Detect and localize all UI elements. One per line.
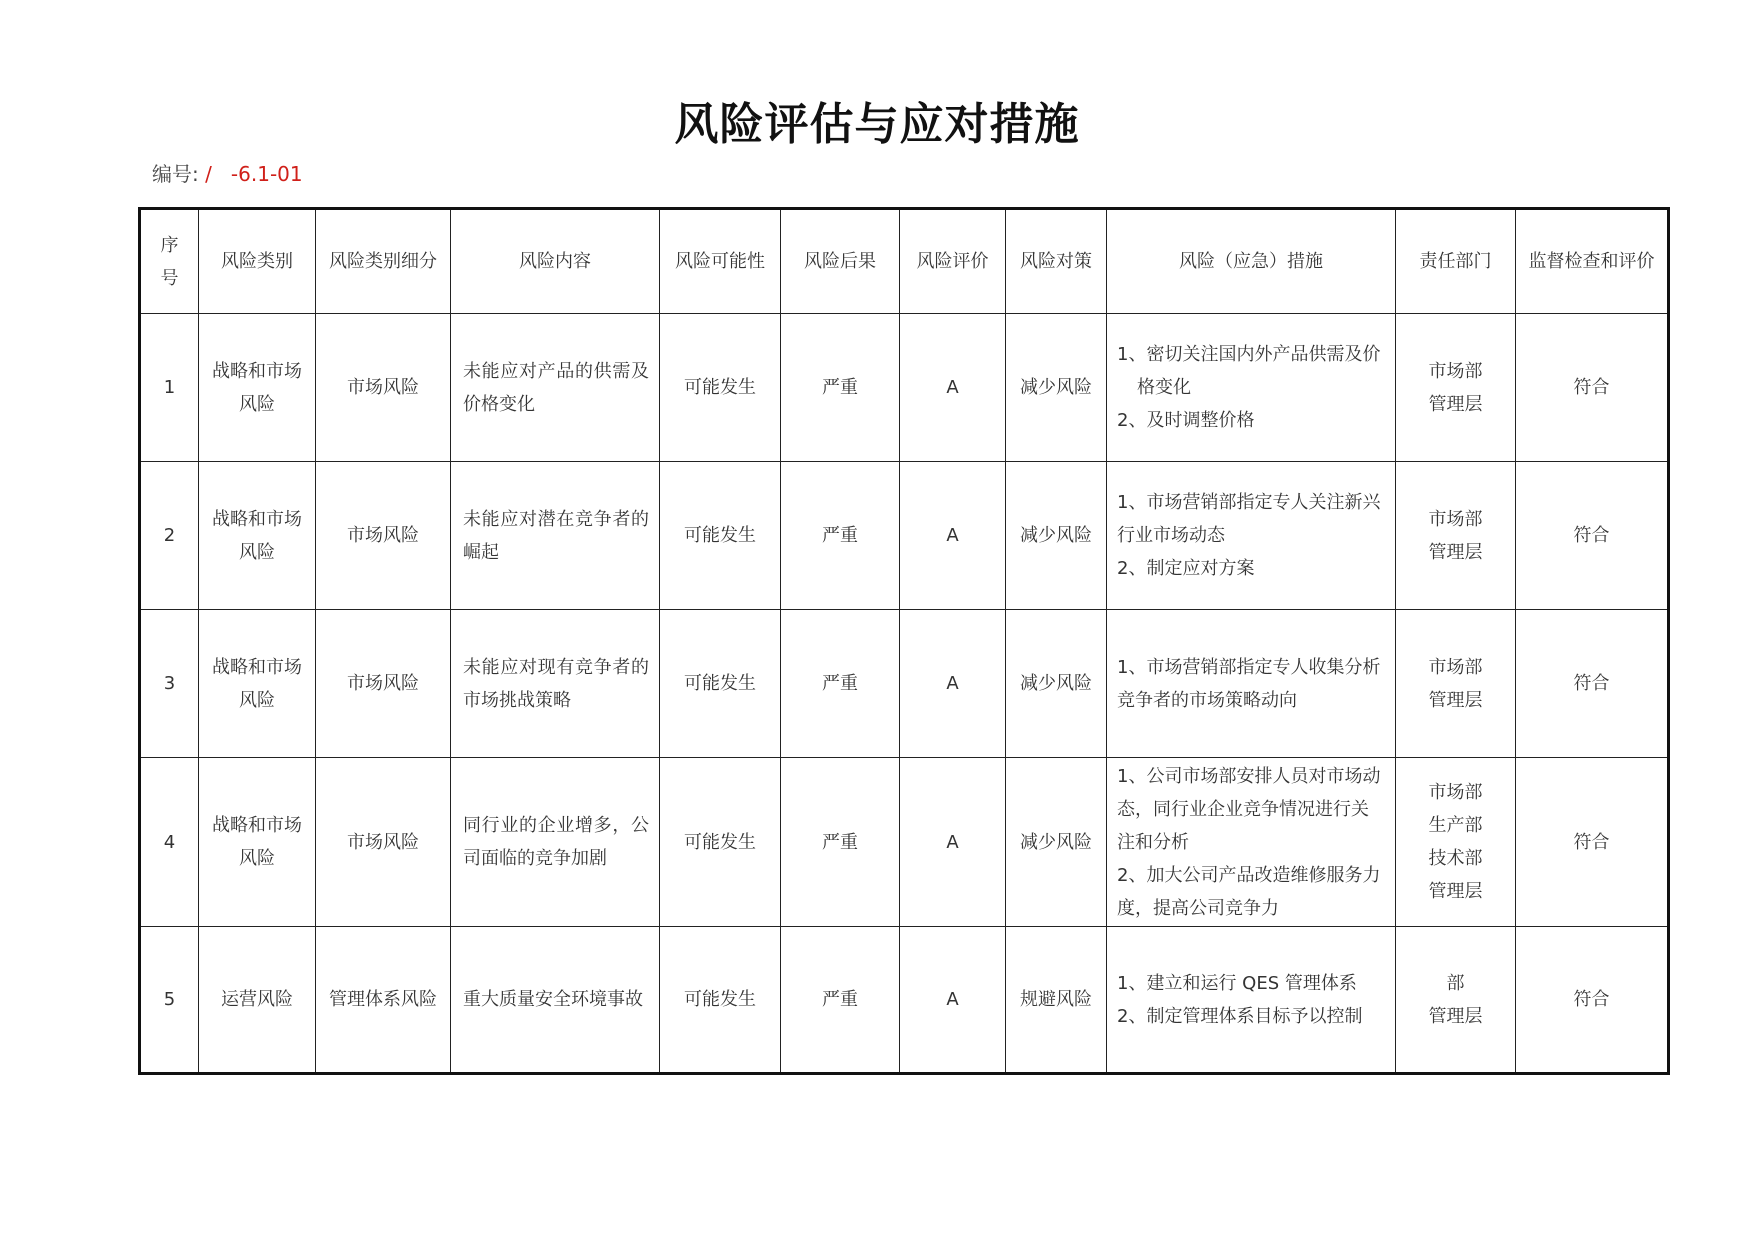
measure-line: 1、公司市场部安排人员对市场动: [1117, 765, 1381, 787]
cell-possibility: 可能发生: [660, 462, 781, 610]
department-line: 管理层: [1428, 1005, 1483, 1027]
cell-category: 战略和市场风险: [199, 610, 316, 758]
cell-measures: [1107, 610, 1396, 758]
header-seq: [140, 209, 199, 314]
measure-line: 1、市场营销部指定专人收集分析: [1117, 656, 1381, 678]
measure-line: 注和分析: [1117, 831, 1189, 853]
document-number-value: / -6.1-01: [205, 162, 303, 186]
cell-supervision: 符合: [1516, 758, 1669, 927]
cell-subcategory: 市场风险: [316, 314, 451, 462]
cell-seq: 1: [140, 314, 199, 462]
department-line: 管理层: [1428, 541, 1483, 563]
cell-content: 重大质量安全环境事故: [451, 927, 660, 1074]
cell-evaluation: A: [900, 927, 1006, 1074]
cell-consequence: 严重: [781, 462, 900, 610]
department-line: 市场部: [1428, 782, 1483, 803]
header-subcategory: 风险类别细分: [316, 209, 451, 314]
document-number: [152, 158, 303, 187]
table-header-row: [140, 209, 1669, 314]
measure-line: 1、市场营销部指定专人关注新兴: [1117, 492, 1381, 513]
cell-content: 未能应对现有竞争者的市场挑战策略: [451, 610, 660, 758]
cell-seq: 3: [140, 610, 199, 758]
cell-department: [1396, 314, 1516, 462]
cell-content: 未能应对产品的供需及价格变化: [451, 314, 660, 462]
cell-department: [1396, 462, 1516, 610]
cell-countermeasure: 减少风险: [1006, 314, 1107, 462]
table-row: [140, 927, 1669, 1074]
table-row: [140, 314, 1669, 462]
department-line: 市场部: [1428, 360, 1483, 382]
document-number-label: 编号:: [152, 162, 199, 186]
cell-possibility: 可能发生: [660, 758, 781, 927]
cell-subcategory: 市场风险: [316, 462, 451, 610]
cell-subcategory: 管理体系风险: [316, 927, 451, 1074]
department-line: 管理层: [1428, 689, 1483, 711]
cell-measures: [1107, 462, 1396, 610]
department-line: 市场部: [1428, 508, 1483, 530]
cell-consequence: 严重: [781, 758, 900, 927]
measure-line: 态，同行业企业竞争情况进行关: [1117, 798, 1369, 820]
department-line: 管理层: [1428, 881, 1483, 902]
cell-supervision: 符合: [1516, 927, 1669, 1074]
cell-supervision: 符合: [1516, 314, 1669, 462]
header-category: 风险类别: [199, 209, 316, 314]
cell-consequence: 严重: [781, 610, 900, 758]
cell-consequence: 严重: [781, 927, 900, 1074]
cell-seq: 2: [140, 462, 199, 610]
measure-line: 格变化: [1137, 377, 1191, 398]
department-line: 生产部: [1428, 815, 1483, 836]
measure-line: 2、制定管理体系目标予以控制: [1117, 1005, 1363, 1027]
measure-line: 2、加大公司产品改造维修服务力: [1117, 864, 1381, 886]
department-line: 部: [1446, 972, 1465, 994]
cell-department: [1396, 927, 1516, 1074]
cell-category: 战略和市场风险: [199, 462, 316, 610]
table-row: [140, 758, 1669, 927]
cell-countermeasure: 减少风险: [1006, 462, 1107, 610]
cell-seq: 4: [140, 758, 199, 927]
department-line: 技术部: [1428, 848, 1483, 869]
header-countermeasure: 风险对策: [1006, 209, 1107, 314]
table-row: [140, 462, 1669, 610]
measure-line: 1、密切关注国内外产品供需及价: [1117, 344, 1381, 365]
cell-measures: [1107, 314, 1396, 462]
cell-measures: [1107, 758, 1396, 927]
cell-countermeasure: 减少风险: [1006, 758, 1107, 927]
cell-content: 同行业的企业增多，公司面临的竞争加剧: [451, 758, 660, 927]
document-title: 风险评估与应对措施: [674, 99, 1080, 150]
cell-evaluation: A: [900, 610, 1006, 758]
header-seq-line1: 序: [160, 234, 179, 256]
cell-subcategory: 市场风险: [316, 758, 451, 927]
header-seq-line2: 号: [160, 267, 179, 289]
department-line: 市场部: [1428, 656, 1483, 678]
cell-content: 未能应对潜在竞争者的崛起: [451, 462, 660, 610]
cell-seq: 5: [140, 927, 199, 1074]
cell-supervision: 符合: [1516, 462, 1669, 610]
measure-line: 行业市场动态: [1117, 525, 1225, 546]
cell-department: [1396, 758, 1516, 927]
measure-line: 1、建立和运行 QES 管理体系: [1117, 972, 1357, 994]
cell-possibility: 可能发生: [660, 927, 781, 1074]
measure-line: 2、制定应对方案: [1117, 558, 1255, 579]
cell-supervision: 符合: [1516, 610, 1669, 758]
department-line: 管理层: [1428, 393, 1483, 415]
header-possibility: 风险可能性: [660, 209, 781, 314]
cell-countermeasure: 减少风险: [1006, 610, 1107, 758]
measure-line: 竞争者的市场策略动向: [1117, 689, 1297, 711]
header-measures: 风险（应急）措施: [1107, 209, 1396, 314]
cell-category: 战略和市场风险: [199, 758, 316, 927]
measure-line: 2、及时调整价格: [1117, 410, 1255, 431]
measure-line: 度，提高公司竞争力: [1117, 897, 1279, 919]
risk-assessment-table: [138, 207, 1670, 1075]
cell-category: 战略和市场风险: [199, 314, 316, 462]
cell-evaluation: A: [900, 758, 1006, 927]
cell-department: [1396, 610, 1516, 758]
cell-consequence: 严重: [781, 314, 900, 462]
header-department: 责任部门: [1396, 209, 1516, 314]
cell-category: 运营风险: [199, 927, 316, 1074]
header-evaluation: 风险评价: [900, 209, 1006, 314]
header-content: 风险内容: [451, 209, 660, 314]
cell-evaluation: A: [900, 314, 1006, 462]
cell-evaluation: A: [900, 462, 1006, 610]
table-row: [140, 610, 1669, 758]
header-supervision: 监督检查和评价: [1516, 209, 1669, 314]
header-consequence: 风险后果: [781, 209, 900, 314]
cell-measures: [1107, 927, 1396, 1074]
cell-countermeasure: 规避风险: [1006, 927, 1107, 1074]
cell-possibility: 可能发生: [660, 314, 781, 462]
cell-possibility: 可能发生: [660, 610, 781, 758]
cell-subcategory: 市场风险: [316, 610, 451, 758]
